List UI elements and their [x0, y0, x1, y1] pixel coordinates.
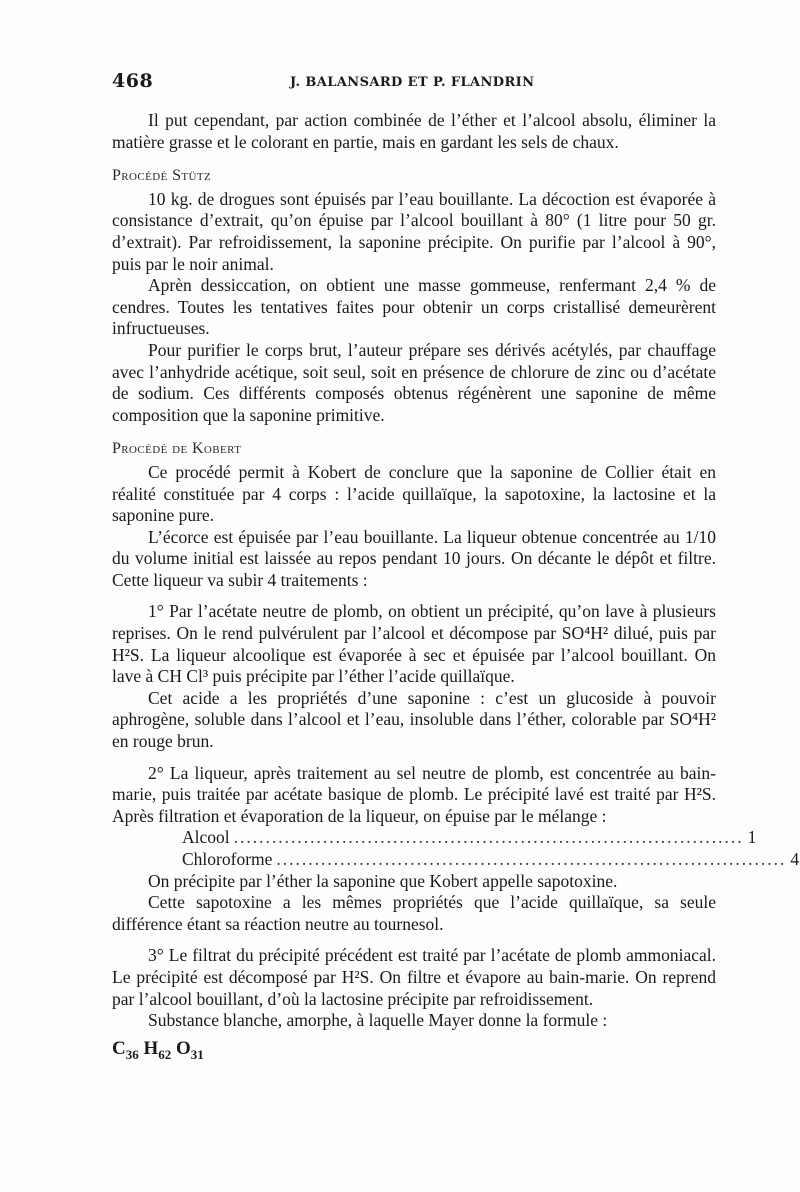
paragraph-step-2b: On précipite par l’éther la saponine que Kobert appelle sapotoxine.: [148, 870, 618, 891]
formula-oxygen: O: [176, 1037, 191, 1059]
running-head: J. BALANSARD ET P. FLANDRIN: [290, 75, 535, 90]
paragraph-intro: Il put cependant, par action combinée de l’éther et l’alcool absolu, éliminer la matière grasse et le colorant en partie, mais en gardant les sels de chaux.: [112, 110, 716, 152]
mixture-row: [182, 827, 757, 849]
paragraph-kobert-1: Ce procédé permit à Kobert de conclure que la saponine de Collier était en réalité constituée par 4 corps : l’acide quillaïque, la sapotoxine, la lactosine et la saponine pure.: [112, 461, 716, 526]
leader-dots: ................................................................................: [233, 827, 744, 848]
formula-carbon-count: 36: [125, 1046, 139, 1062]
formula-carbon: C: [112, 1037, 126, 1059]
paragraph-step-3b: Substance blanche, amorphe, à laquelle Mayer donne la formule :: [148, 1010, 608, 1031]
paragraph-step-2c: Cette sapotoxine a les mêmes propriétés que l’acide quillaïque, sa seule différence étant sa réaction neutre au tournesol.: [112, 892, 716, 934]
formula-hydrogen-count: 62: [158, 1046, 172, 1062]
paragraph-stutz-2: Aprèn dessiccation, on obtient une masse gommeuse, renfermant 2,4 % de cendres. Toutes les tentatives faites pour obtenir un corps cristallisé demeurèrent infructueuses.: [112, 275, 716, 339]
mixture-value: 1: [747, 827, 757, 848]
mixture-list: [182, 827, 800, 870]
paragraph-step-1: 1° Par l’acétate neutre de plomb, on obtient un précipité, qu’on lave à plusieurs reprises. On le rend pulvérulent par l’alcool et décompose par SO⁴H² dilué, puis par H²S. La liqueur alcoolique est évaporée à sec et épuisée par l’alcool bouillant. On lave à CH Cl³ puis précipite par l’éther l’acide quillaïque.: [112, 601, 716, 687]
paragraph-stutz-3: Pour purifier le corps brut, l’auteur prépare ses dérivés acétylés, par chauffage avec l’anhydride acétique, soit seul, soit en présence de chlorure de zinc ou d’acétate de sodium. Ces différents composés obtenus régénèrent une saponine de même composition que la saponine primitive.: [112, 339, 716, 425]
page-header: [112, 70, 712, 94]
mixture-row: [182, 849, 800, 871]
section-heading-stutz: Procédé Stütz: [112, 167, 212, 185]
paragraph-stutz-1: 10 kg. de drogues sont épuisés par l’eau bouillante. La décoction est évaporée à consistance d’extrait, qu’on épuise par l’alcool bouillant à 80° (1 litre pour 50 gr. d’extrait). Par refroidissement, la saponine précipite. On purifie par l’alcool à 90°, puis par le noir animal.: [112, 188, 716, 274]
formula-hydrogen: H: [143, 1037, 159, 1059]
page-body: [112, 110, 800, 1065]
chemical-formula: [112, 1038, 716, 1065]
paragraph-step-2: 2° La liqueur, après traitement au sel neutre de plomb, est concentrée au bain-marie, puis traitée par acétate basique de plomb. Le précipité lavé est traité par H²S. Après filtration et évaporation de la liqueur, on épuise par le mélange :: [112, 762, 716, 826]
paragraph-kobert-2: L’écorce est épuisée par l’eau bouillante. La liqueur obtenue concentrée au 1/10 du volume initial est laissée au repos pendant 10 jours. On décante le dépôt et filtre. Cette liqueur va subir 4 traitements :: [112, 526, 716, 590]
paragraph-step-3: 3° Le filtrat du précipité précédent est traité par l’acétate de plomb ammoniacal. Le précipité est décomposé par H²S. On filtre et évapore au bain-marie. On reprend par l’alcool bouillant, d’où la lactosine précipite par refroidissement.: [112, 945, 716, 1009]
page-number: 468: [112, 70, 154, 92]
leader-dots: ................................................................................: [276, 849, 787, 869]
mixture-label: Alcool: [182, 827, 230, 848]
mixture-value: 4: [790, 849, 800, 869]
section-heading-kobert: Procédé de Kobert: [112, 440, 242, 458]
mixture-label: Chloroforme: [182, 849, 273, 869]
paragraph-step-1b: Cet acide a les propriétés d’une saponine : c’est un glucoside à pouvoir aphrogène, soluble dans l’alcool et l’eau, insoluble dans l’éther, colorable par SO⁴H² en rouge brun.: [112, 687, 716, 752]
formula-oxygen-count: 31: [190, 1046, 204, 1062]
